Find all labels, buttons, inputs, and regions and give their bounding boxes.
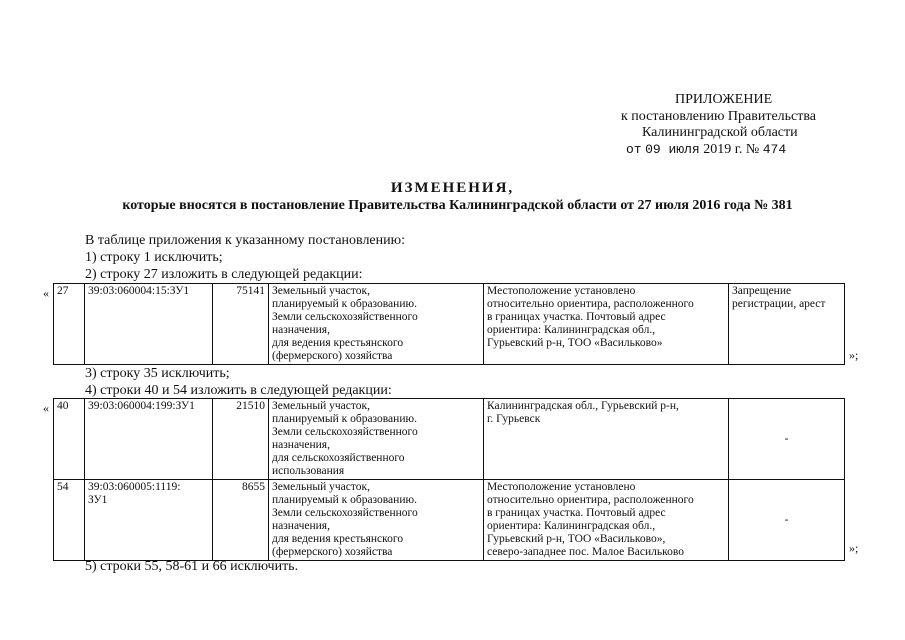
resolution-number: 474 bbox=[762, 141, 787, 157]
location-line: Гурьевский р-н, ТОО «Васильково», bbox=[487, 533, 666, 545]
location-cell bbox=[484, 480, 729, 561]
changes-subtitle: которые вносятся в постановление Правительства Калининградской области от 27 июля 2016 года № 381 bbox=[122, 198, 793, 213]
description-cell bbox=[269, 284, 484, 365]
row-number-cell: 27 bbox=[54, 284, 85, 365]
item-1: 1) строку 1 исключить; bbox=[85, 250, 223, 265]
location-cell bbox=[484, 399, 729, 480]
location-line: г. Гурьевск bbox=[487, 413, 541, 425]
number-sign: № bbox=[745, 141, 760, 157]
description-line: Земли сельскохозяйственного bbox=[272, 507, 418, 519]
date-year: 2019 г. bbox=[703, 141, 743, 157]
description-line: планируемый к образованию. bbox=[272, 494, 417, 506]
location-line: в границах участка. Почтовый адрес bbox=[487, 311, 666, 323]
item-5: 5) строки 55, 58-61 и 66 исключить. bbox=[85, 559, 299, 574]
table-row-27 bbox=[53, 283, 845, 365]
table-row bbox=[54, 480, 845, 561]
encumbrance-cell bbox=[729, 284, 845, 365]
encumbrance-line: - bbox=[784, 513, 789, 526]
location-line: относительно ориентира, расположенного bbox=[487, 298, 694, 310]
description-cell bbox=[269, 480, 484, 561]
description-cell bbox=[269, 399, 484, 480]
description-line: (фермерского) хозяйства bbox=[272, 350, 393, 362]
location-line: ориентира: Калининградская обл., bbox=[487, 324, 656, 336]
quote-close-1: »; bbox=[849, 348, 859, 362]
item-3: 3) строку 35 исключить; bbox=[85, 366, 230, 381]
item-4: 4) строки 40 и 54 изложить в следующей редакции: bbox=[85, 383, 392, 398]
row-number-cell: 40 bbox=[54, 399, 85, 480]
quote-close-2: »; bbox=[849, 541, 859, 555]
location-line: северо-западнее пос. Малое Васильково bbox=[487, 546, 684, 558]
description-line: планируемый к образованию. bbox=[272, 413, 417, 425]
area-cell: 8655 bbox=[213, 480, 269, 561]
quote-open-1: « bbox=[43, 286, 49, 300]
location-line: Местоположение установлено bbox=[487, 481, 636, 493]
appendix-header bbox=[600, 92, 860, 158]
area-cell: 75141 bbox=[213, 284, 269, 365]
quote-open-2: « bbox=[43, 401, 49, 415]
encumbrance-line: Запрещение bbox=[732, 285, 792, 297]
description-line: назначения, bbox=[272, 520, 330, 532]
location-line: Калининградская обл., Гурьевский р-н, bbox=[487, 400, 679, 412]
intro-text: В таблице приложения к указанному постановлению: bbox=[85, 233, 405, 248]
location-line: Местоположение установлено bbox=[487, 285, 636, 297]
encumbrance-line: регистрации, арест bbox=[732, 298, 826, 310]
encumbrance-cell bbox=[729, 480, 845, 561]
cadastral-number-cell: 39:03:060005:1119: ЗУ1 bbox=[85, 480, 213, 561]
description-line: Земельный участок, bbox=[272, 400, 370, 412]
area-cell: 21510 bbox=[213, 399, 269, 480]
location-line: в границах участка. Почтовый адрес bbox=[487, 507, 666, 519]
cadastral-number-cell: 39:03:060004:15:ЗУ1 bbox=[85, 284, 213, 365]
description-line: Земельный участок, bbox=[272, 481, 370, 493]
description-line: Земли сельскохозяйственного bbox=[272, 311, 418, 323]
table-rows-40-54 bbox=[53, 398, 845, 561]
date-prefix: от bbox=[626, 141, 642, 157]
cadastral-number-cell: 39:03:060004:199:ЗУ1 bbox=[85, 399, 213, 480]
location-cell bbox=[484, 284, 729, 365]
table-row bbox=[54, 284, 845, 365]
appendix-line-region: Калининградской области bbox=[642, 125, 798, 140]
description-line: для сельскохозяйственного bbox=[272, 452, 405, 464]
table-row bbox=[54, 399, 845, 480]
location-line: ориентира: Калининградская обл., bbox=[487, 520, 656, 532]
description-line: назначения, bbox=[272, 439, 330, 451]
description-line: Земельный участок, bbox=[272, 285, 370, 297]
appendix-title: ПРИЛОЖЕНИЕ bbox=[675, 92, 773, 107]
changes-title: ИЗМЕНЕНИЯ, bbox=[390, 180, 515, 196]
location-line: относительно ориентира, расположенного bbox=[487, 494, 694, 506]
encumbrance-line: - bbox=[784, 432, 789, 445]
description-line: (фермерского) хозяйства bbox=[272, 546, 393, 558]
description-line: планируемый к образованию. bbox=[272, 298, 417, 310]
description-line: назначения, bbox=[272, 324, 330, 336]
description-line: для ведения крестьянского bbox=[272, 533, 404, 545]
appendix-line-resolution: к постановлению Правительства bbox=[621, 108, 817, 124]
item-2: 2) строку 27 изложить в следующей редакции: bbox=[85, 267, 363, 282]
date-value: 09 июля bbox=[645, 141, 700, 157]
description-line: для ведения крестьянского bbox=[272, 337, 404, 349]
encumbrance-cell bbox=[729, 399, 845, 480]
description-line: Земли сельскохозяйственного bbox=[272, 426, 418, 438]
location-line: Гурьевский р-н, ТОО «Васильково» bbox=[487, 337, 663, 349]
description-line: использования bbox=[272, 465, 345, 477]
appendix-date-line bbox=[600, 142, 860, 159]
row-number-cell: 54 bbox=[54, 480, 85, 561]
